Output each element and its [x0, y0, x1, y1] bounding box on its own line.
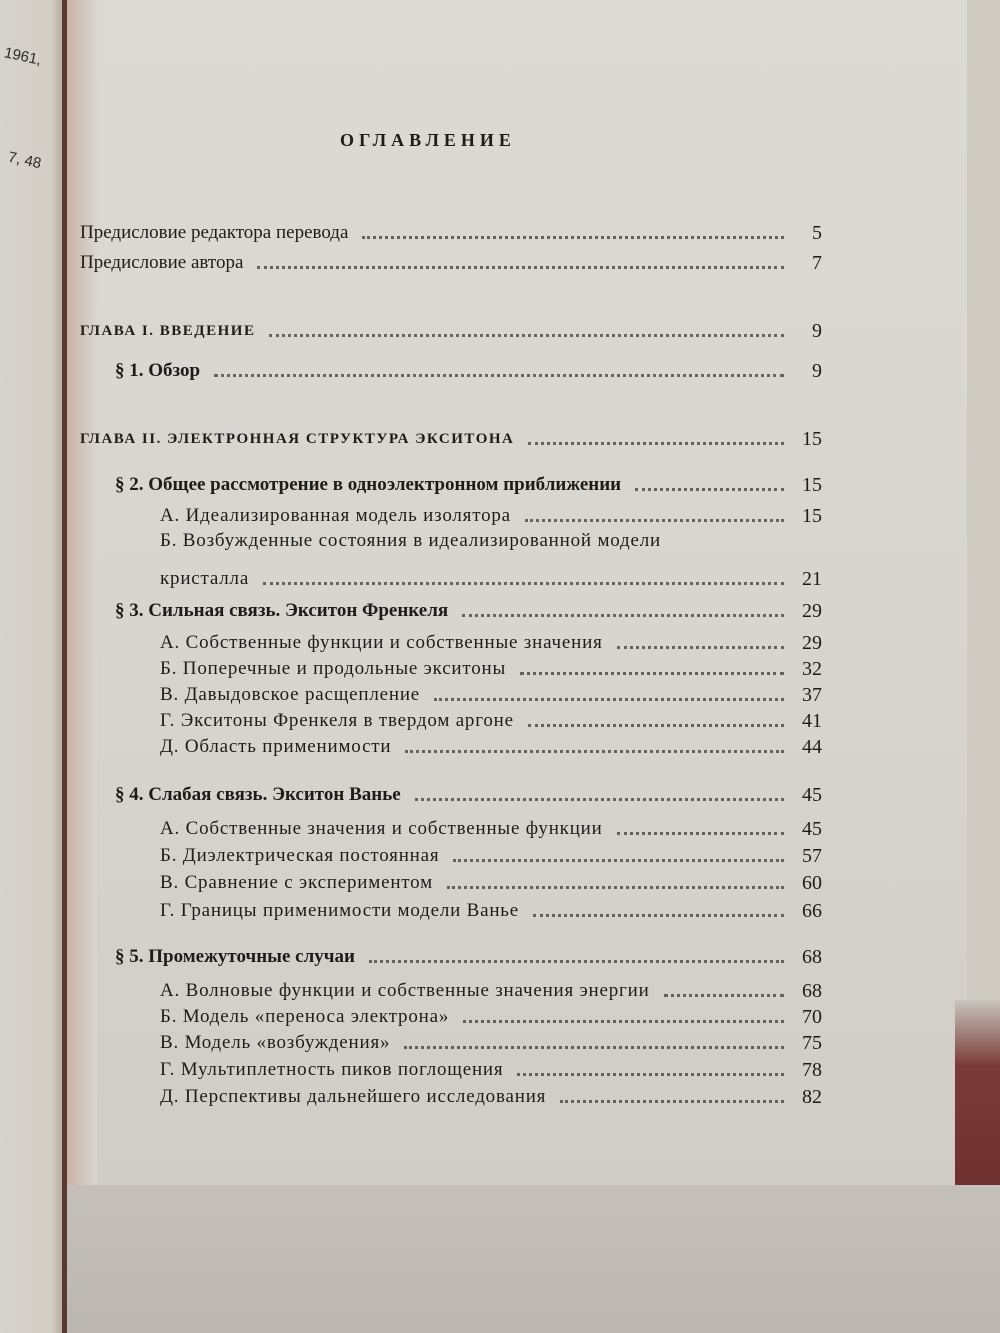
toc-entry: [160, 632, 822, 654]
page-gutter: [67, 0, 97, 1333]
toc-entry-title: § 2. Общее рассмотрение в одноэлектронном приближении: [115, 474, 622, 495]
toc-page-number: 82: [802, 1086, 822, 1108]
toc-entry-title: ГЛАВА II. ЭЛЕКТРОННАЯ СТРУКТУРА ЭКСИТОНА: [80, 431, 515, 447]
toc-entry: [80, 222, 822, 244]
dot-leader: [525, 519, 784, 522]
dot-leader: [462, 614, 784, 617]
toc-page-number: 37: [802, 684, 822, 706]
dot-leader: [635, 488, 784, 491]
toc-page-number: 45: [802, 784, 822, 806]
dot-leader: [520, 672, 784, 675]
toc-entry: [160, 900, 822, 922]
toc-entry: [115, 600, 822, 622]
dot-leader: [415, 798, 784, 801]
dot-leader: [257, 266, 784, 269]
toc-entry: [115, 784, 822, 806]
toc-page-number: 21: [802, 568, 822, 590]
dot-leader: [517, 1073, 784, 1076]
toc-entry-title: § 1. Обзор: [115, 360, 201, 381]
toc-entry-title: В. Сравнение с экспериментом: [160, 872, 433, 893]
toc-entry: [160, 1032, 822, 1054]
toc-entry: [160, 1086, 822, 1108]
toc-entry: [160, 845, 822, 867]
dot-leader: [453, 859, 784, 862]
toc-entry-title: Д. Область применимости: [160, 736, 392, 757]
toc-page-number: 57: [802, 845, 822, 867]
toc-page-number: 78: [802, 1059, 822, 1081]
toc-entry-title: § 3. Сильная связь. Экситон Френкеля: [115, 600, 449, 621]
dot-leader: [447, 886, 784, 889]
toc-page-number: 15: [802, 428, 822, 450]
left-page: [0, 0, 64, 1333]
dot-leader: [617, 832, 784, 835]
toc-entry: [80, 428, 822, 450]
toc-entry: [80, 320, 822, 342]
dot-leader: [560, 1100, 784, 1103]
toc-entry: [160, 710, 822, 732]
toc-entry: [160, 568, 822, 590]
toc-heading: ОГЛАВЛЕНИЕ: [340, 130, 516, 150]
toc-entry: [115, 474, 822, 496]
toc-entry-title: § 5. Промежуточные случаи: [115, 946, 355, 967]
toc-entry-title: Б. Диэлектрическая постоянная: [160, 845, 440, 866]
toc-entry: [160, 872, 822, 894]
toc-entry: [160, 684, 822, 706]
toc-entry-title: § 4. Слабая связь. Экситон Ванье: [115, 784, 401, 805]
toc-page-number: 41: [802, 710, 822, 732]
toc-entry-title: Б. Модель «переноса электрона»: [160, 1006, 450, 1027]
toc-entry: [160, 980, 822, 1002]
toc-entry: [160, 505, 822, 527]
background-surface: [67, 1185, 1000, 1333]
toc-entry: [160, 1059, 822, 1081]
toc-entry-title: В. Модель «возбуждения»: [160, 1032, 391, 1053]
toc-page-number: 68: [802, 946, 822, 968]
toc-entry: [160, 818, 822, 840]
toc-page-number: 68: [802, 980, 822, 1002]
toc-entry-title: Б. Возбужденные состояния в идеализированной модели: [160, 530, 661, 551]
dot-leader: [664, 994, 784, 997]
dot-leader: [214, 374, 784, 377]
toc-page-number: 60: [802, 872, 822, 894]
toc-entry-title: А. Идеализированная модель изолятора: [160, 505, 511, 526]
toc-page-number: 9: [812, 360, 822, 382]
toc-entry-title: Предисловие автора: [80, 252, 244, 273]
toc-entry-title: А. Собственные значения и собственные функции: [160, 818, 603, 839]
toc-entry-title: А. Собственные функции и собственные значения: [160, 632, 603, 653]
toc-entry: [115, 946, 822, 968]
toc-entry-title: Г. Границы применимости модели Ванье: [160, 900, 520, 921]
dot-leader: [362, 236, 784, 239]
left-page-note: 7, 48: [6, 148, 43, 173]
toc-page-number: 9: [812, 320, 822, 342]
dot-leader: [617, 646, 784, 649]
toc-entry: [160, 658, 822, 680]
toc-page-number: 15: [802, 505, 822, 527]
dot-leader: [434, 698, 784, 701]
toc-page-number: 45: [802, 818, 822, 840]
left-page-note: 1961,: [2, 44, 43, 69]
dot-leader: [463, 1020, 784, 1023]
toc-entry-title: Д. Перспективы дальнейшего исследования: [160, 1086, 547, 1107]
toc-page-number: 75: [802, 1032, 822, 1054]
toc-entry-title: ГЛАВА I. ВВЕДЕНИЕ: [80, 323, 256, 339]
dot-leader: [269, 334, 784, 337]
toc-page-number: 7: [812, 252, 822, 274]
toc-entry: [115, 360, 822, 382]
dot-leader: [528, 442, 784, 445]
toc-entry-title: Предисловие редактора перевода: [80, 222, 349, 243]
dot-leader: [263, 582, 784, 585]
toc-entry-title: Г. Мультиплетность пиков поглощения: [160, 1059, 504, 1080]
toc-page-number: 44: [802, 736, 822, 758]
toc-entry: [160, 736, 822, 758]
toc-entry-title: Б. Поперечные и продольные экситоны: [160, 658, 507, 679]
toc-page-number: 70: [802, 1006, 822, 1028]
dot-leader: [405, 750, 784, 753]
toc-entry-title: В. Давыдовское расщепление: [160, 684, 421, 705]
dot-leader: [533, 914, 784, 917]
toc-entry: [80, 252, 822, 274]
toc-entry-title: кристалла: [160, 568, 250, 589]
toc-page-number: 15: [802, 474, 822, 496]
toc-page-number: 5: [812, 222, 822, 244]
toc-page-number: 29: [802, 632, 822, 654]
toc-page-number: 32: [802, 658, 822, 680]
dot-leader: [528, 724, 784, 727]
dot-leader: [369, 960, 784, 963]
toc-entry-title: Г. Экситоны Френкеля в твердом аргоне: [160, 710, 514, 731]
toc-entry: [160, 1006, 822, 1028]
dot-leader: [404, 1046, 784, 1049]
toc-entry-title: А. Волновые функции и собственные значения энергии: [160, 980, 650, 1001]
toc-page-number: 29: [802, 600, 822, 622]
toc-page-number: 66: [802, 900, 822, 922]
